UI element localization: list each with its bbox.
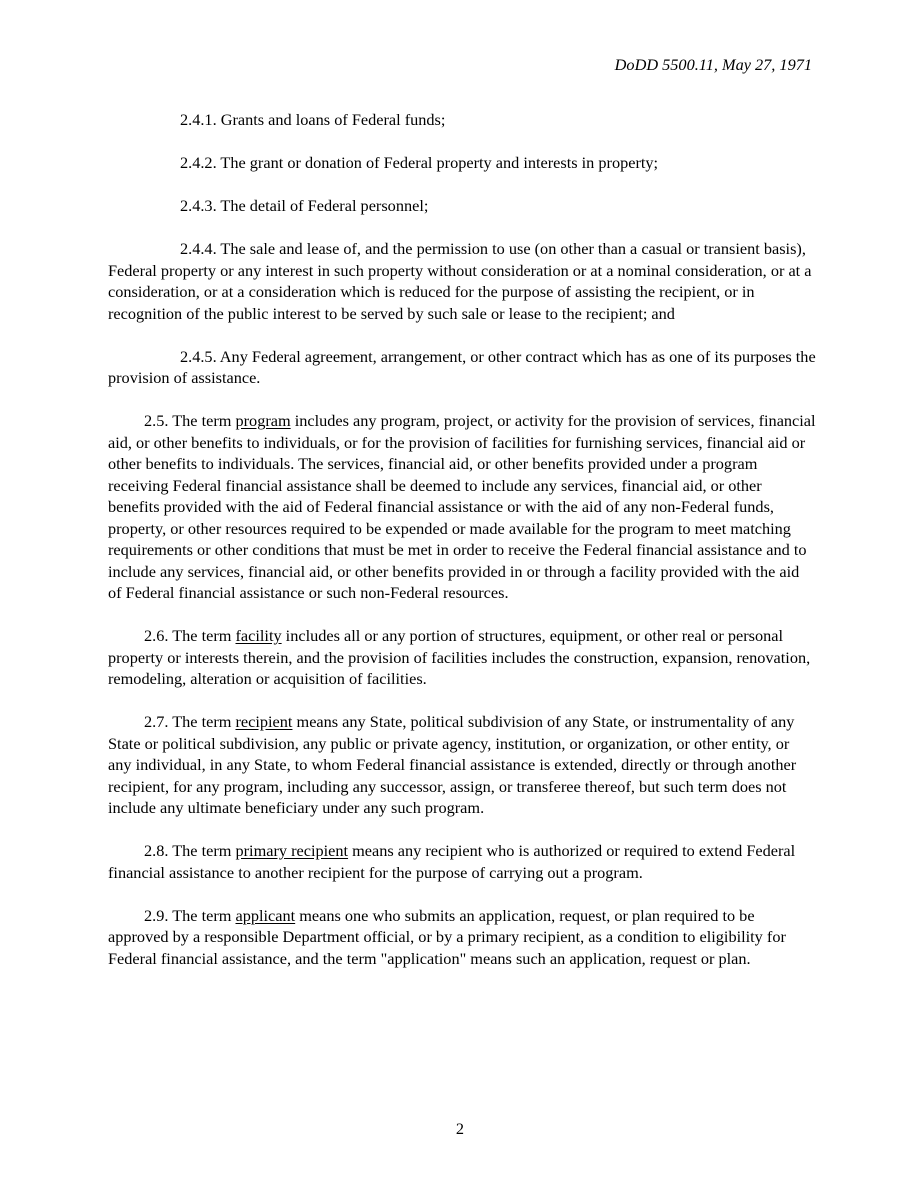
defined-term-facility: facility: [235, 626, 282, 645]
paragraph-2-5: [108, 410, 816, 604]
defined-term-primary-recipient: primary recipient: [235, 841, 349, 860]
paragraph-2-8-lead: 2.8. The term: [144, 841, 236, 860]
paragraph-2-9-lead: 2.9. The term: [144, 905, 236, 925]
paragraph-2-4-2: 2.4.2. The grant or donation of Federal property and interests in property;: [180, 153, 659, 172]
paragraph-2-8: [108, 840, 816, 883]
paragraph-2-4-3: 2.4.3. The detail of Federal personnel;: [180, 196, 429, 215]
paragraph-2-5-lead: 2.5. The term: [144, 411, 236, 430]
defined-term-applicant: applicant: [235, 905, 296, 925]
page-number: 2: [455, 1119, 465, 1138]
paragraph-2-6: [108, 625, 816, 690]
paragraph-2-5-text: includes any program, project, or activity for the provision of services, financial aid, or other benefits to individuals, or for the provision of facilities for furnishing services, financial aid or other benefits to individuals. The services, financial aid, or other benefits provided under a program receiving Federal financial assistance shall be deemed to include any services, financial aid, or other benefits provided with the aid of Federal financial assistance or with the aid of any non-Federal funds, property, or other resources required to be expended or made available for the program to meet matching requirements or other conditions that must be met in order to receive the Federal financial assistance and to include any services, financial aid, or other benefits provided in or through a facility provided with the aid of Federal financial assistance or such non-Federal resources.: [108, 411, 816, 602]
defined-term-recipient: recipient: [235, 712, 293, 731]
paragraph-2-6-lead: 2.6. The term: [144, 626, 236, 645]
paragraph-2-4-4: 2.4.4. The sale and lease of, and the permission to use (on other than a casual or transient basis), Federal property or any interest in such property without consideration or at a nominal consideration, or at a consideration, or at a consideration which is reduced for the purpose of assisting the recipient, or in recognition of the public interest to be served by such sale or lease to the recipient; and: [108, 239, 812, 323]
document-body: [108, 109, 816, 991]
paragraph-2-4-5: 2.4.5. Any Federal agreement, arrangement, or other contract which has as one of its purposes the provision of assistance.: [108, 346, 816, 387]
defined-term-program: program: [235, 411, 291, 430]
paragraph-2-9: [108, 905, 816, 970]
document-reference-header: DoDD 5500.11, May 27, 1971: [614, 55, 812, 74]
paragraph-2-7-lead: 2.7. The term: [144, 712, 236, 731]
paragraph-2-7: [108, 711, 816, 819]
paragraph-2-7-text: means any State, political subdivision of any State, or instrumentality of any State or political subdivision, any public or private agency, institution, or organization, or other entity, or any individual, in any State, to whom Federal financial assistance is extended, directly or through another recipient, for any program, including any successor, assign, or transferee thereof, but such term does not include any ultimate beneficiary under any such program.: [108, 712, 797, 817]
paragraph-2-6-text: includes all or any portion of structures, equipment, or other real or personal property or interests therein, and the provision of facilities includes the construction, expansion, renovation, remodeling, alteration or acquisition of facilities.: [108, 626, 811, 688]
paragraph-2-4-1: 2.4.1. Grants and loans of Federal funds;: [180, 110, 446, 129]
paragraph-2-8-text: means any recipient who is authorized or required to extend Federal financial assistance to another recipient for the purpose of carrying out a program.: [108, 841, 796, 882]
paragraph-2-9-text: means one who submits an application, request, or plan required to be approved by a responsible Department official, or by a primary recipient, as a condition to eligibility for Federal financial assistance, and the term "application" means such an application, request or plan.: [108, 905, 786, 968]
